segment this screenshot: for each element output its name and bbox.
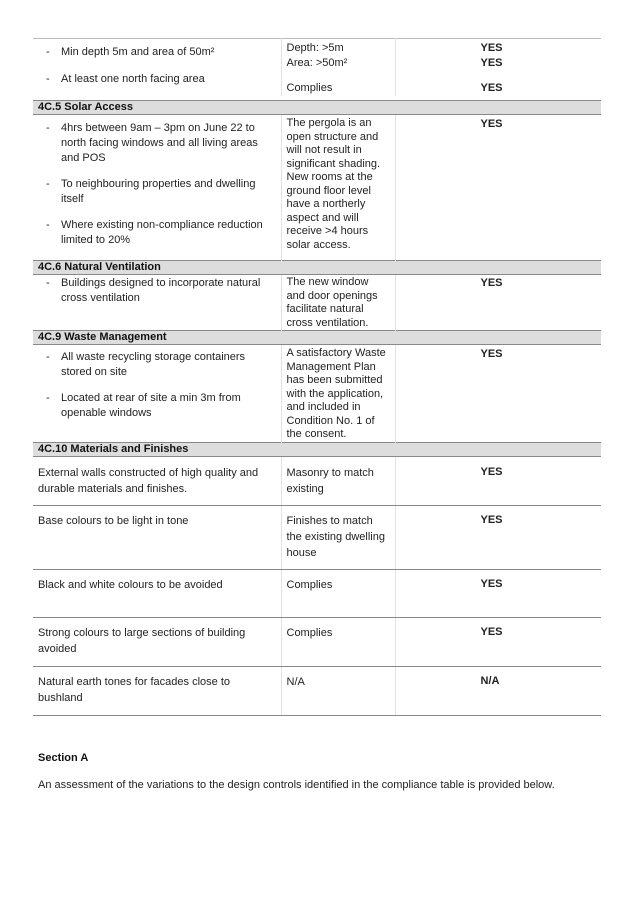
control-list xyxy=(38,45,276,87)
control-text: Base colours to be light in tone xyxy=(33,505,281,569)
response-text: Complies xyxy=(286,82,333,94)
control-text: External walls constructed of high quality and durable materials and finishes. xyxy=(33,456,281,505)
list-item: - 4hrs between 9am – 3pm on June 22 to north facing windows and all living areas and POS xyxy=(38,121,276,166)
response-text: Masonry to match existing xyxy=(281,456,395,505)
response-text: Depth: >5m xyxy=(286,42,344,54)
control-list xyxy=(38,276,276,306)
result-badge: YES xyxy=(395,569,601,617)
section-header xyxy=(33,261,601,275)
section-header xyxy=(33,101,601,115)
response-text: The new window and door openings facilitate natural cross ventilation. xyxy=(281,275,395,331)
result-badge: YES xyxy=(395,456,601,505)
list-item: - All waste recycling storage containers stored on site xyxy=(38,350,276,380)
response-text: The pergola is an open structure and will not result in significant shading. New rooms at the ground floor level have a northerly aspect and will receive >4 hours solar access. xyxy=(281,115,395,261)
section-title: 4C.9 Waste Management xyxy=(33,331,601,345)
control-text: Black and white colours to be avoided xyxy=(33,569,281,617)
control-list xyxy=(38,121,276,248)
result-badge: N/A xyxy=(395,666,601,715)
table-row xyxy=(33,666,601,715)
list-item: - Buildings designed to incorporate natural cross ventilation xyxy=(38,276,276,306)
result-badge: YES xyxy=(480,118,503,130)
response-text: Finishes to match the existing dwelling house xyxy=(281,505,395,569)
table-row xyxy=(33,456,601,505)
section-header xyxy=(33,442,601,456)
table-row xyxy=(33,345,601,443)
table-row xyxy=(33,39,601,97)
compliance-table-container xyxy=(33,38,601,716)
list-item: - To neighbouring properties and dwelling itself xyxy=(38,177,276,207)
table-row xyxy=(33,275,601,331)
response-text: A satisfactory Waste Management Plan has been submitted with the application, and included in Condition No. 1 of the consent. xyxy=(281,345,395,443)
result-badge: YES xyxy=(395,617,601,666)
section-header xyxy=(33,331,601,345)
section-title: 4C.5 Solar Access xyxy=(33,101,601,115)
result-badge: YES xyxy=(395,505,601,569)
response-text: Area: >50m² xyxy=(286,57,348,69)
list-item: - Where existing non-compliance reduction limited to 20% xyxy=(38,218,276,248)
section-heading: Section A xyxy=(38,752,89,764)
table-row xyxy=(33,115,601,261)
table-row xyxy=(33,505,601,569)
response-text: Complies xyxy=(281,617,395,666)
result-badge: YES xyxy=(480,348,503,360)
table-row xyxy=(33,617,601,666)
response-text: N/A xyxy=(281,666,395,715)
result-badge: YES xyxy=(480,57,503,69)
control-text: Natural earth tones for facades close to bushland xyxy=(33,666,281,715)
section-title: 4C.10 Materials and Finishes xyxy=(33,442,601,456)
list-item: - At least one north facing area xyxy=(38,72,276,87)
list-item: - Min depth 5m and area of 50m² xyxy=(38,45,276,60)
list-item: - Located at rear of site a min 3m from openable windows xyxy=(38,391,276,421)
section-title: 4C.6 Natural Ventilation xyxy=(33,261,601,275)
control-text: Strong colours to large sections of building avoided xyxy=(33,617,281,666)
table-row xyxy=(33,569,601,617)
response-text: Complies xyxy=(281,569,395,617)
result-badge: YES xyxy=(480,82,503,94)
compliance-table xyxy=(33,38,601,716)
section-paragraph: An assessment of the variations to the design controls identified in the compliance table is provided below. xyxy=(38,779,555,791)
result-badge: YES xyxy=(480,42,503,54)
control-list xyxy=(38,350,276,421)
result-badge: YES xyxy=(480,277,503,289)
